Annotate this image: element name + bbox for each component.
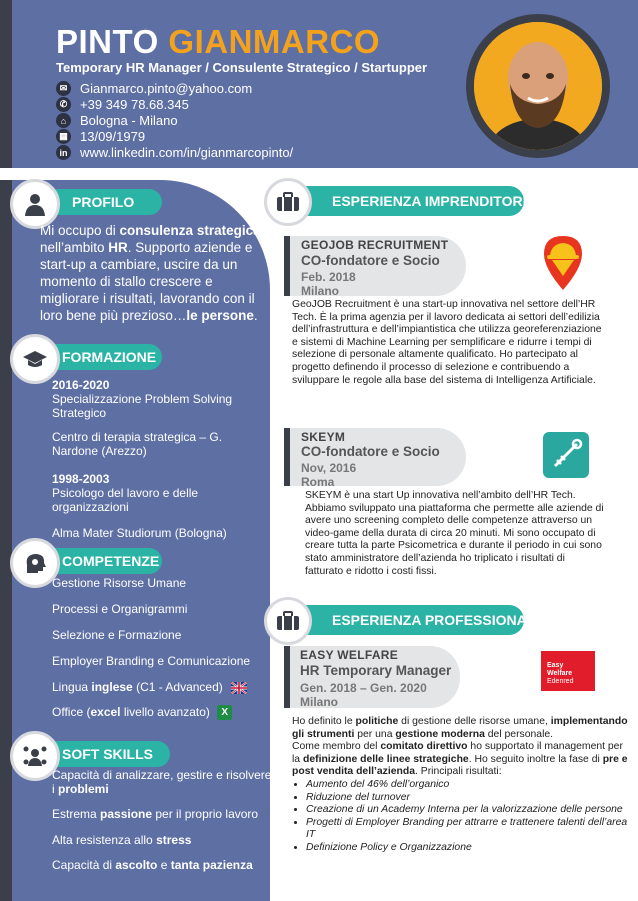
job-place: Milano (300, 695, 338, 709)
profilo-text: Mi occupo di consulenza strategica nell’ambito HR. Supporto aziende e start-up a cambiare, uscire da un momento di stallo crescere e migliorare i risultati, lavorando con il loro bene più prezioso…le persone. (40, 223, 261, 323)
soft-skill-item: Alta resistenza allo stress (52, 833, 192, 847)
result-item: • Progetti di Employer Branding per attrarre e trattenere talenti dell’area IT (306, 817, 628, 842)
uk-flag-icon (231, 682, 247, 694)
formazione-place: Alma Mater Studiorum (Bologna) (52, 526, 227, 540)
job-company: SKEYM (301, 430, 346, 444)
job-place: Milano (301, 284, 339, 298)
home-icon: ⌂ (56, 113, 71, 128)
contact-location (56, 112, 178, 129)
contact-birthdate (56, 128, 145, 145)
mail-icon: ✉ (56, 81, 71, 96)
contact-phone[interactable] (56, 96, 189, 113)
graduation-cap-icon (10, 334, 60, 384)
briefcase-icon (264, 178, 312, 226)
job-place: Roma (301, 475, 335, 489)
contact-phone-text: +39 349 78.68.345 (80, 97, 189, 112)
result-item: • Creazione di un Academy Interna per la valorizzazione delle persone (306, 804, 628, 817)
first-name: PINTO (56, 23, 159, 60)
competenza-item: Gestione Risorse Umane (52, 576, 187, 590)
job-role: HR Temporary Manager (300, 663, 452, 678)
competenza-lingua: Lingua inglese (C1 - Advanced) (52, 680, 267, 694)
section-title-formazione: FORMAZIONE (34, 344, 162, 370)
soft-skill-item: Capacità di analizzare, gestire e risolvere i problemi (52, 768, 272, 796)
job-company: EASY WELFARE (300, 648, 399, 662)
avatar-illustration (474, 22, 602, 150)
geojob-logo-icon (542, 234, 584, 297)
header-stripe (0, 0, 12, 168)
competenza-item: Selezione e Formazione (52, 628, 182, 642)
briefcase-icon (264, 597, 312, 645)
section-title-soft-skills: SOFT SKILLS (34, 741, 170, 767)
job-company: GEOJOB RECRUITMENT (301, 238, 449, 252)
skeym-logo-icon (543, 432, 589, 483)
competenza-office: Office (excel livello avanzato) X (52, 705, 267, 720)
job-description: GeoJOB Recruitment è una start-up innovativa nel settore dell’HR Tech. È la prima agenzia per il lavoro dedicata ai settori dell’edilizia dell’infrastruttura e dell’impiantistica che utilizza georeferenziazione e sistemi di Machine Learning per semplificare e ridurre i tempi di selezione di personale altamente qualificato. Ho partecipato al progetto definendo il processo di selezione e contribuendo a sviluppare le regole alla base del sistema di Intelligenza Artificiale. (292, 299, 602, 386)
contact-location-text: Bologna - Milano (80, 113, 178, 128)
contact-linkedin-text: www.linkedin.com/in/gianmarcopinto/ (80, 145, 294, 160)
formazione-year: 2016-2020 (52, 378, 110, 392)
profile-photo (474, 22, 602, 150)
formazione-place: Centro di terapia strategica – G. Nardone (Arezzo) (52, 430, 223, 458)
competenza-item: Employer Branding e Comunicazione (52, 654, 251, 668)
soft-skill-item: Estrema passione per il proprio lavoro (52, 807, 259, 821)
competenza-item: Processi e Organigrammi (52, 602, 188, 616)
phone-icon: ✆ (56, 97, 71, 112)
job-date: Gen. 2018 – Gen. 2020 (300, 681, 427, 695)
formazione-title: Specializzazione Problem Solving Strategico (52, 392, 233, 420)
contact-birthdate-text: 13/09/1979 (80, 129, 146, 144)
job-description: Ho definito le politiche di gestione delle risorse umane, implementando gli strumenti per una gestione moderna del personale. Come membro del comitato direttivo ho supportato il management per la definizione delle linee strategiche. Ho seguito inoltre la fase di pre e post vendita dell’azienda. Principali risultati: • Aumento del 46% dell’organico • Riduzione del turnover • Creazione di un Academy Interna per la valorizzazione delle persone • Progetti di Employer Branding per attrarre e trattenere talenti dell’area IT • Definizione Policy e Organizzazione (292, 716, 628, 855)
section-title-profilo: PROFILO (34, 189, 162, 215)
excel-icon: X (217, 705, 232, 720)
contact-email-text: Gianmarco.pinto@yahoo.com (80, 81, 253, 96)
job-role: CO-fondatore e Socio (301, 444, 440, 459)
calendar-icon: ▦ (56, 129, 71, 144)
result-item: • Riduzione del turnover (306, 792, 628, 805)
formazione-item (52, 378, 262, 458)
section-title-imprenditoriale: ESPERIENZA IMPRENDITORIALE (272, 186, 524, 216)
result-item: • Definizione Policy e Organizzazione (306, 842, 628, 855)
job-role: CO-fondatore e Socio (301, 253, 440, 268)
job-title-subtitle: Temporary HR Manager / Consulente Strategico / Startupper (56, 60, 428, 75)
job-description: SKEYM è una start Up innovativa nell’ambito dell’HR Tech. Abbiamo sviluppato una piattaforma che permette alle aziende di avere uno screening completo delle competenze attraverso un video-game della durata di circa 20 minuti. Mi sono occupato di creare tutta la parte Psicometrica e durante il periodo in cui sono stato amministratore dell’azienda ho triplicato i risultati di fatturato e ridotto i costi fissi. (305, 490, 604, 577)
full-name (56, 24, 380, 60)
last-name: GIANMARCO (168, 23, 381, 60)
formazione-item (52, 472, 262, 540)
job-date: Nov, 2016 (301, 461, 357, 475)
section-title-professionale: ESPERIENZA PROFESSIONALE (272, 605, 524, 635)
contact-email[interactable] (56, 80, 252, 97)
formazione-title: Psicologo del lavoro e delle organizzazioni (52, 486, 199, 514)
soft-skill-item: Capacità di ascolto e tanta pazienza (52, 858, 253, 872)
job-date: Feb. 2018 (301, 270, 356, 284)
results-list (292, 779, 628, 855)
easy-welfare-logo-icon: Easy Welfare Edenred (541, 651, 595, 691)
formazione-year: 1998-2003 (52, 472, 110, 486)
contact-linkedin[interactable] (56, 144, 293, 161)
linkedin-icon: in (56, 145, 71, 160)
result-item: • Aumento del 46% dell’organico (306, 779, 628, 792)
sidebar-stripe (0, 180, 12, 901)
section-title-competenze: COMPETENZE (34, 548, 162, 574)
